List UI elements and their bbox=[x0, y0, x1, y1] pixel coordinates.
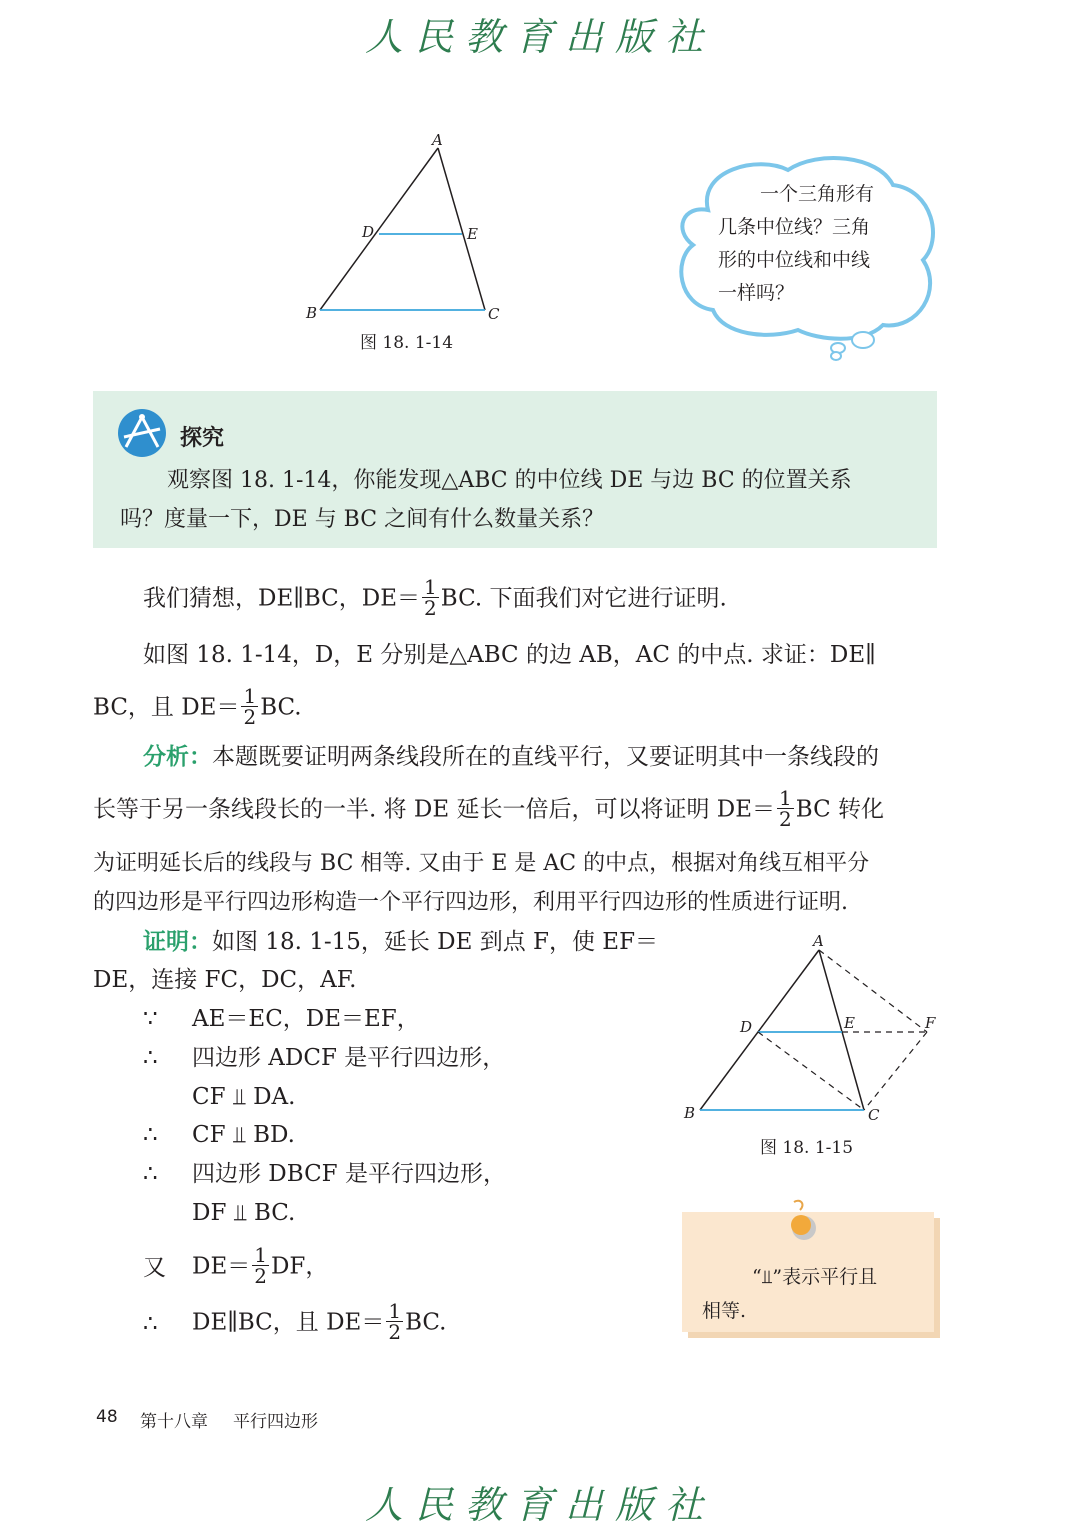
analysis-line-3: 为证明延长后的线段与 BC 相等. 又由于 E 是 AC 的中点，根据对角线互相平分 bbox=[93, 851, 870, 876]
side-ab bbox=[320, 148, 438, 310]
analysis-text-1: 本题既要证明两条线段所在的直线平行，又要证明其中一条线段的 bbox=[212, 744, 879, 770]
step-8-text bbox=[192, 1299, 447, 1344]
given-line-1: 如图 18. 1-14，D，E 分别是△ABC 的边 AB，AC 的中点. 求证：DE∥ bbox=[143, 642, 876, 668]
figure-caption-15: 图 18. 1-15 bbox=[760, 1138, 854, 1158]
side-ab-15 bbox=[700, 950, 819, 1110]
frac-num: 1 bbox=[424, 575, 437, 599]
chapter-title: 平行四边形 bbox=[233, 1412, 318, 1432]
cloud-line-2: 几条中位线？三角 bbox=[718, 216, 871, 238]
explore-icon bbox=[116, 407, 168, 459]
analysis-line-2 bbox=[93, 786, 884, 831]
segment-fc bbox=[864, 1032, 927, 1110]
given-line-2 bbox=[93, 684, 302, 729]
step-8-sym: ∴ bbox=[143, 1311, 158, 1337]
cloud-line-4: 一样吗？ bbox=[718, 282, 795, 304]
page-number: 48 bbox=[96, 1407, 118, 1427]
guess-line bbox=[143, 575, 727, 620]
step-5-text: 四边形 DBCF 是平行四边形， bbox=[192, 1161, 506, 1187]
frac-num: 1 bbox=[388, 1299, 402, 1323]
fraction-half bbox=[252, 1245, 269, 1286]
frac-num: 1 bbox=[243, 684, 257, 708]
frac-den: 2 bbox=[779, 807, 792, 831]
explore-line-1: 观察图 18. 1-14，你能发现△ABC 的中位线 DE 与边 BC 的位置关系 bbox=[167, 468, 852, 493]
frac-den: 2 bbox=[388, 1320, 402, 1344]
guess-post: BC. 下面我们对它进行证明. bbox=[440, 585, 727, 612]
fraction-half bbox=[386, 1301, 403, 1342]
step-8-post: BC. bbox=[405, 1309, 447, 1336]
pin-icon bbox=[786, 1198, 820, 1244]
label-f-15: F bbox=[925, 1014, 936, 1032]
segment-dc bbox=[758, 1032, 864, 1110]
step-7-text bbox=[192, 1243, 329, 1288]
cloud-bubble-3 bbox=[831, 352, 841, 360]
note-line-2: 相等. bbox=[702, 1300, 747, 1322]
figure-18-1-15 bbox=[680, 928, 950, 1128]
step-1-text: AE＝EC，DE＝EF， bbox=[192, 1006, 420, 1032]
explore-title: 探究 bbox=[180, 426, 225, 451]
frac-num: 1 bbox=[779, 786, 792, 810]
step-7-pre: DE＝ bbox=[192, 1253, 251, 1280]
publisher-header: 人民教育出版社 bbox=[364, 15, 715, 59]
step-1-sym: ∵ bbox=[143, 1006, 158, 1032]
step-4-text: CF ⫫ BD. bbox=[192, 1122, 295, 1148]
label-b: B bbox=[306, 304, 318, 322]
segment-af bbox=[819, 950, 927, 1032]
step-3-text: CF ⫫ DA. bbox=[192, 1084, 296, 1110]
step-8-pre: DE∥BC，且 DE＝ bbox=[192, 1309, 385, 1336]
label-d: D bbox=[362, 223, 375, 241]
label-d-15: D bbox=[740, 1018, 753, 1036]
cloud-bubble-1 bbox=[852, 332, 874, 348]
side-ac-15 bbox=[819, 950, 864, 1110]
proof-line-2: DE，连接 FC，DC，AF. bbox=[93, 967, 357, 993]
label-e: E bbox=[467, 225, 478, 243]
fraction-half bbox=[241, 686, 258, 727]
cloud-line-3: 形的中位线和中线 bbox=[718, 249, 871, 271]
step-5-sym: ∴ bbox=[143, 1161, 158, 1187]
label-e-15: E bbox=[844, 1014, 855, 1032]
figure-caption-14: 图 18. 1-14 bbox=[360, 333, 454, 353]
figure-18-1-14 bbox=[290, 128, 520, 328]
analysis-line-1 bbox=[143, 738, 879, 776]
step-6-text: DF ⫫ BC. bbox=[192, 1200, 296, 1226]
explore-line-2: 吗？度量一下，DE 与 BC 之间有什么数量关系？ bbox=[120, 507, 605, 532]
frac-num: 1 bbox=[254, 1243, 267, 1267]
step-2-sym: ∴ bbox=[143, 1045, 158, 1071]
analysis-line-4: 的四边形是平行四边形构造一个平行四边形，利用平行四边形的性质进行证明. bbox=[93, 890, 848, 915]
given-2-post: BC. bbox=[260, 694, 302, 721]
label-a-15: A bbox=[813, 932, 824, 950]
analysis-label: 分析： bbox=[143, 744, 212, 770]
fraction-half bbox=[777, 788, 794, 829]
step-4-sym: ∴ bbox=[143, 1122, 158, 1148]
guess-pre: 我们猜想，DE∥BC，DE＝ bbox=[143, 585, 421, 612]
analysis-2-post: BC 转化 bbox=[795, 796, 884, 823]
proof-label: 证明： bbox=[143, 929, 212, 955]
cloud-line-1: 一个三角形有 bbox=[760, 183, 875, 205]
publisher-footer: 人民教育出版社 bbox=[364, 1483, 715, 1527]
given-2-pre: BC，且 DE＝ bbox=[93, 694, 240, 721]
note-line-1: “⫫”表示平行且 bbox=[752, 1266, 878, 1288]
label-c-15: C bbox=[868, 1106, 880, 1124]
analysis-2-pre: 长等于另一条线段长的一半. 将 DE 延长一倍后，可以将证明 DE＝ bbox=[93, 796, 776, 823]
step-7-sym: 又 bbox=[143, 1255, 166, 1281]
frac-den: 2 bbox=[254, 1264, 267, 1288]
label-b-15: B bbox=[684, 1104, 696, 1122]
proof-text-1: 如图 18. 1-15，延长 DE 到点 F，使 EF＝ bbox=[212, 929, 659, 955]
frac-den: 2 bbox=[424, 596, 437, 620]
step-2-text: 四边形 ADCF 是平行四边形， bbox=[192, 1045, 506, 1071]
frac-den: 2 bbox=[243, 705, 257, 729]
label-a: A bbox=[432, 131, 443, 149]
proof-line-1 bbox=[143, 923, 658, 961]
label-c: C bbox=[488, 305, 500, 323]
step-7-post: DF， bbox=[270, 1253, 329, 1280]
chapter-label: 第十八章 bbox=[140, 1412, 208, 1432]
fraction-half bbox=[422, 577, 439, 618]
